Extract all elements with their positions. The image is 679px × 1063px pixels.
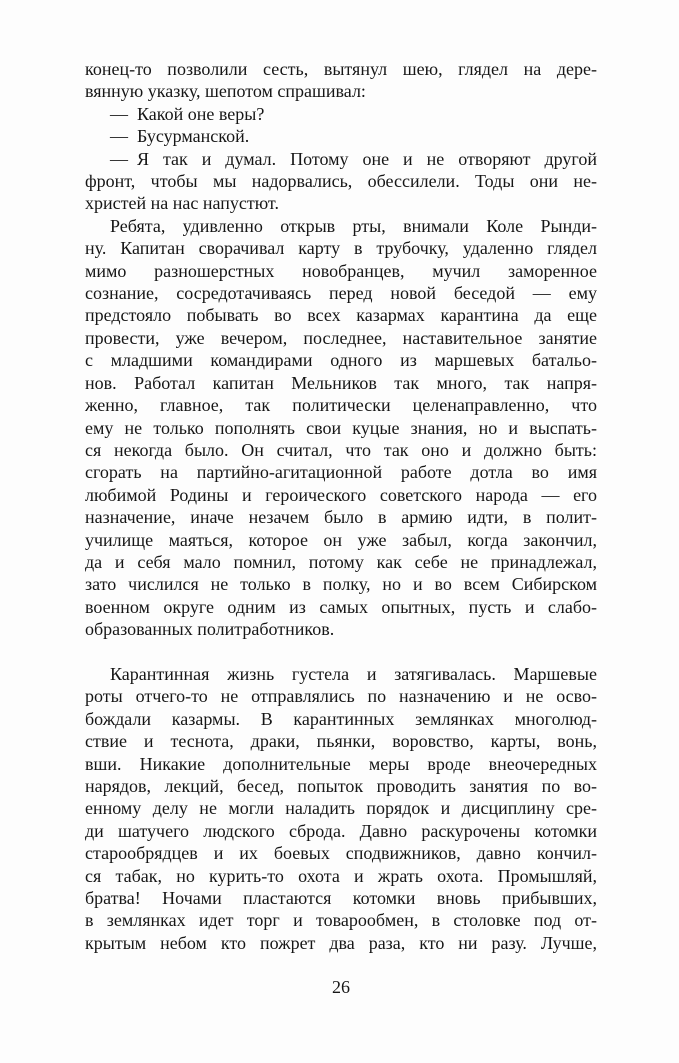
paragraph — [85, 148, 597, 215]
paragraph — [85, 58, 597, 103]
paragraph — [85, 125, 597, 147]
text-line: мимо разношерстных новобранцев, мучил заморенное — [85, 260, 597, 281]
text-line: ему не только пополнять свои куцые знания, но и выспать- — [85, 417, 597, 438]
text-line: в землянках идет торг и товарообмен, в столовке под от- — [85, 910, 597, 931]
text-line: вянную указку, шепотом спрашивал: — [85, 81, 366, 102]
text-line: — Какой оне веры? — [110, 103, 265, 124]
paragraph — [85, 663, 597, 954]
text-line: нов. Работал капитан Мельников так много, так напря- — [85, 372, 597, 393]
text-line: ну. Капитан сворачивал карту в трубочку, удаленно глядел — [85, 238, 597, 259]
text-line: роты отчего-то не отправлялись по назначению и не осво- — [85, 686, 597, 707]
text-line: сознание, сосредотачиваясь перед новой беседой — ему — [85, 283, 597, 304]
text-line: фронт, чтобы мы надорвались, обессилели. Тоды они не- — [85, 171, 597, 192]
text-line: назначение, иначе незачем было в армию идти, в полит- — [85, 507, 597, 528]
text-line: военном округе одним из самых опытных, пусть и слабо- — [85, 596, 597, 617]
page-number: 26 — [332, 977, 350, 997]
text-line: нарядов, лекций, бесед, попыток проводить занятия по во- — [85, 775, 597, 796]
text-line: женно, главное, так политически целенаправленно, что — [85, 395, 597, 416]
text-line: зато числился не только в полку, но и во всем Сибирском — [85, 574, 597, 595]
text-line: енному делу не могли наладить порядок и дисциплину сре- — [85, 798, 597, 819]
text-line: любимой Родины и героического советского народа — его — [85, 484, 597, 505]
text-line: — Бусурманской. — [110, 126, 250, 147]
text-line: крытым небом кто пожрет два раза, кто ни разу. Лучше, — [85, 932, 597, 953]
text-line: — Я так и думал. Потому оне и не отворяют другой — [110, 148, 597, 169]
paragraph — [85, 215, 597, 641]
page-text — [85, 58, 597, 954]
text-line: старообрядцев и их боевых сподвижников, давно кончил- — [85, 843, 597, 864]
text-line: Карантинная жизнь густела и затягивалась. Маршевые — [110, 663, 597, 684]
text-line: ся табак, но курить-то охота и жрать охота. Промышляй, — [85, 865, 597, 886]
text-line: образованных политработников. — [85, 619, 335, 640]
text-line: ся некогда было. Он считал, что так оно и должно быть: — [85, 439, 597, 460]
text-line: конец-то позволили сесть, вытянул шею, глядел на дере- — [85, 59, 597, 79]
text-line: Ребята, удивленно открыв рты, внимали Коле Рынди- — [110, 215, 597, 236]
text-line: бождали казармы. В карантинных землянках многолюд- — [85, 708, 597, 729]
text-line: ствие и теснота, драки, пьянки, воровство, карты, вонь, — [85, 731, 597, 752]
text-line: провести, уже вечером, последнее, наставительное занятие — [85, 327, 597, 348]
text-line: христей на нас напустют. — [85, 193, 279, 214]
text-line: сгорать на партийно-агитационной работе дотла во имя — [85, 462, 597, 483]
text-line: с младшими командирами одного из маршевых батальо- — [85, 350, 597, 371]
text-line: да и себя мало помнил, потому как себе не принадлежал, — [85, 551, 597, 572]
text-line: училище маяться, которое он уже забыл, когда закончил, — [85, 529, 597, 550]
text-line: ди шатучего людского сброда. Давно раскурочены котомки — [85, 820, 597, 841]
text-line: братва! Ночами пластаются котомки вновь прибывших, — [85, 888, 597, 909]
text-line: вши. Никакие дополнительные меры вроде внеочередных — [85, 753, 597, 774]
text-line: предстояло побывать во всех казармах карантина да еще — [85, 305, 597, 326]
paragraph — [85, 103, 597, 125]
